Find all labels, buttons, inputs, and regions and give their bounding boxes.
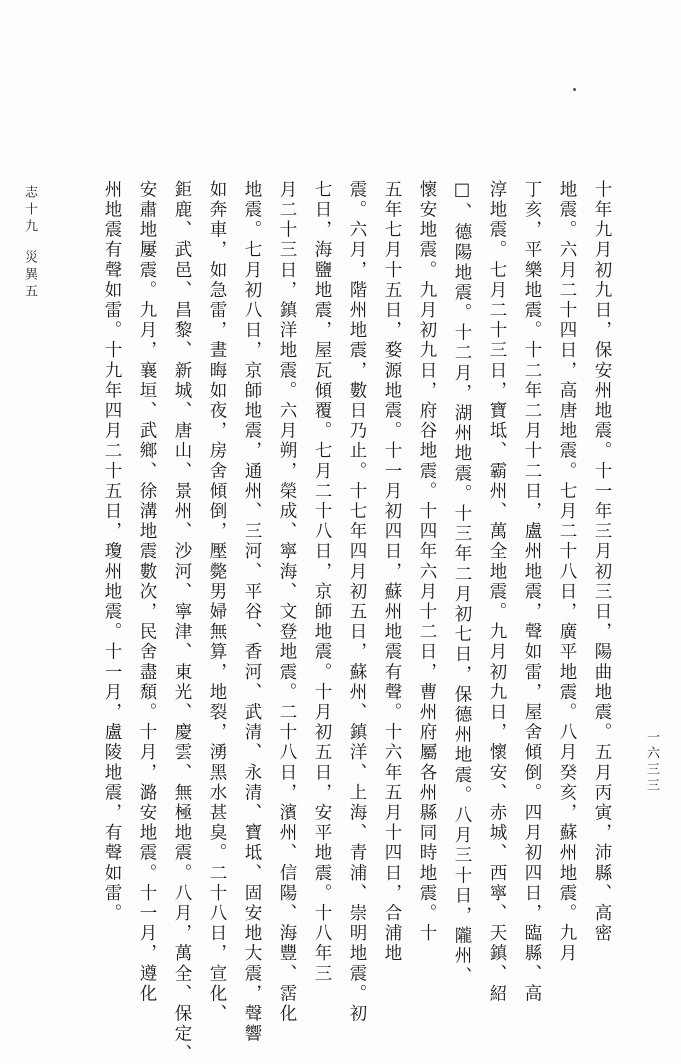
- text-column-6: 懷安地震。九月初九日，府谷地震。十四年六月十二日，曹州府屬各州縣同時地震。十: [417, 180, 437, 944]
- running-header: [20, 185, 39, 301]
- text-column-14: 安肅地屢震。九月，襄垣、武鄉、徐溝地震數次，民舍盡頹。十月，潞安地震。十一月，遵化: [137, 180, 157, 1005]
- text-column-11: 地震。七月初八日，京師地震，通州、三河、平谷、香河、武清、永清、寶坻、固安地大震，聲響: [242, 180, 262, 1045]
- text-column-10: 月二十三日，鎮洋地震。六月朔，榮成、寧海、文登地震。二十八日，濱州、信陽、海豐、霑化: [277, 180, 297, 1025]
- text-column-7: 五年七月十五日，婺源地震。十一月初四日，蘇州地震有聲。十六年五月十四日，合浦地: [382, 180, 402, 964]
- text-column-12: 如奔車，如急雷，晝晦如夜，房舍傾倒，壓斃男婦無算，地裂，湧黑水甚臭。二十八日，宣化、: [207, 180, 227, 1025]
- text-column-1: 十年九月初九日，保安州地震。十一年三月初三日，陽曲地震。五月丙寅，沛縣、高密: [592, 180, 612, 944]
- section-label: 災異五: [22, 250, 37, 301]
- text-column-4: 淳地震。七月二十三日，寶坻、霸州、萬全地震。九月初九日，懷安、赤城、西寧、天鎮、紹: [487, 180, 507, 1005]
- text-column-9: 七日，海鹽地震，屋瓦傾覆。七月二十八日，京師地震。十月初五日，安平地震。十八年三: [312, 180, 332, 984]
- page-number: 一六三三: [644, 730, 659, 794]
- text-column-8: 震。六月，階州地震，數日乃止。十七年四月初五日，蘇州、鎮洋、上海、青浦、崇明地震。初: [347, 180, 367, 1025]
- ink-speck: [573, 88, 576, 91]
- text-column-15: 州地震有聲如雷。十九年四月二十五日，瓊州地震。十一月，盧陵地震，有聲如雷。: [102, 180, 122, 924]
- volume-label: 志十九: [22, 185, 37, 236]
- text-column-2: 地震。六月二十四日，高唐地震。七月二十八日，廣平地震。八月癸亥，蘇州地震。九月: [557, 180, 577, 964]
- text-column-3: 丁亥，平樂地震。十二年二月十二日，盧州地震，聲如雷，屋舍傾倒。四月初四日，臨縣、高: [522, 180, 542, 1005]
- text-column-13: 鉅鹿、武邑、昌黎、新城、唐山、景州、沙河、寧津、東光、慶雲、無極地震。八月，萬全、保定、: [172, 180, 192, 1064]
- text-column-5: □、德陽地震。十二月，湖州地震。十三年二月初七日，保德州地震。八月三十日，隴州、: [452, 180, 472, 987]
